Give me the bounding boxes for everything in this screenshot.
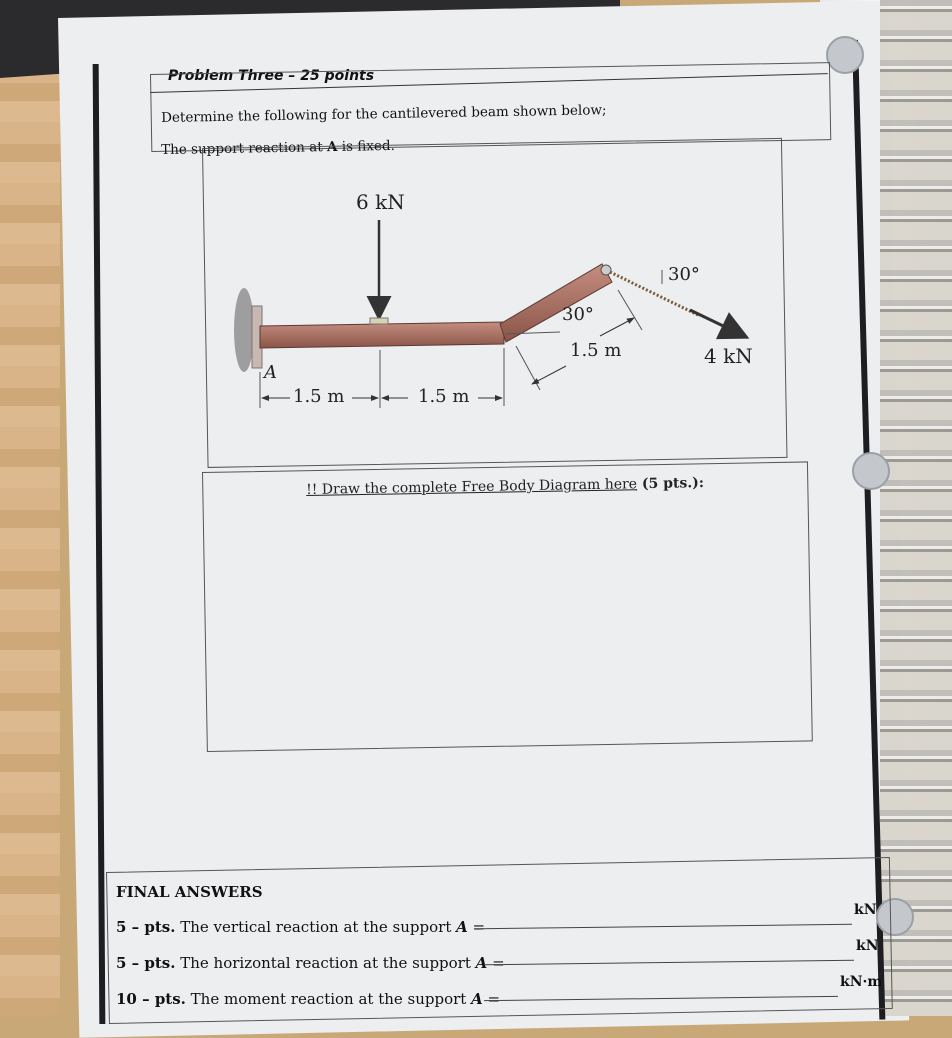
load-pad <box>370 318 388 324</box>
answer-row-horizontal-var: A <box>475 954 488 972</box>
load-arrow-4kn <box>690 310 744 336</box>
problem-title: Problem Three – 25 points <box>168 68 375 84</box>
unit-vertical: kN <box>854 902 877 918</box>
unit-horizontal: kN <box>856 938 879 954</box>
instruction-text: Determine the following for the cantilevered beam shown below; <box>161 102 607 126</box>
answer-row-moment-pts: 10 – pts. <box>116 990 186 1008</box>
support-note-var: A <box>326 138 338 156</box>
label-support-a: A <box>264 362 277 383</box>
answer-row-horizontal-eq: = <box>487 954 505 972</box>
answer-row-moment <box>116 990 500 1008</box>
label-beam-angle: 30° <box>562 304 594 325</box>
answer-row-moment-var: A <box>471 990 483 1008</box>
inclined-beam <box>500 264 612 342</box>
incline-dim-arrow-low <box>532 366 566 384</box>
unit-moment: kN·m <box>840 974 883 990</box>
fbd-prompt-prefix: !! <box>306 481 322 498</box>
answer-row-moment-eq: = <box>482 990 501 1008</box>
support-note-post: is fixed. <box>337 137 395 155</box>
fbd-prompt-text: Draw the complete Free Body Diagram here <box>321 476 638 498</box>
answer-row-vertical <box>116 918 485 936</box>
wall-support <box>234 288 254 372</box>
answer-row-vertical-pts: 5 – pts. <box>116 918 176 936</box>
label-length-1: 1.5 m <box>293 386 345 407</box>
horizontal-beam <box>260 322 504 348</box>
support-note-pre: The support reaction at <box>161 139 328 158</box>
answer-row-vertical-text: The vertical reaction at the support <box>175 918 457 936</box>
label-length-2: 1.5 m <box>418 386 470 407</box>
answer-row-vertical-var: A <box>456 918 468 936</box>
final-answers-heading: FINAL ANSWERS <box>116 883 263 901</box>
answer-row-moment-text: The moment reaction at the support <box>185 990 472 1008</box>
incline-dim-tick-low <box>516 346 540 390</box>
fbd-points: (5 pts.): <box>636 475 705 493</box>
incline-dim-arrow-high <box>600 318 634 336</box>
answer-row-horizontal <box>116 954 505 972</box>
label-6kn: 6 kN <box>356 190 405 214</box>
pin-joint <box>601 265 611 275</box>
answer-row-horizontal-text: The horizontal reaction at the support <box>175 954 476 972</box>
answer-row-horizontal-pts: 5 – pts. <box>116 954 176 972</box>
fbd-drawing-box[interactable] <box>202 461 813 752</box>
label-4kn: 4 kN <box>704 344 753 368</box>
answer-row-vertical-eq: = <box>467 918 486 936</box>
label-load-angle: 30° <box>668 264 700 285</box>
label-incline-length: 1.5 m <box>570 340 622 361</box>
